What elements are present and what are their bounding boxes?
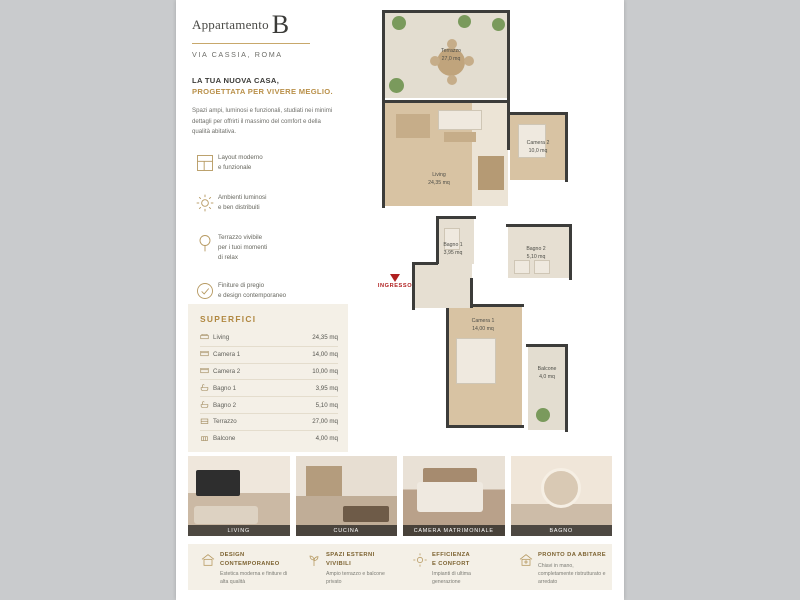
feature-line-2: per i tuoi momenti	[218, 244, 268, 252]
photo-caption: BAGNO	[511, 525, 613, 536]
room-name: Bagno 1	[443, 242, 463, 248]
surface-value: 27,00 mq	[296, 413, 338, 430]
benefit-title-1: DESIGN	[220, 552, 245, 558]
benefit-item	[188, 544, 294, 590]
plant-icon	[458, 15, 471, 28]
tree-icon	[192, 230, 218, 256]
balcony-icon	[200, 430, 213, 446]
entrance-marker	[358, 274, 432, 289]
sun-icon	[192, 190, 218, 216]
wall	[565, 344, 568, 432]
bath-fixture	[514, 260, 530, 274]
room-label-living	[412, 172, 466, 187]
claim-line-1: LA TUA NUOVA CASA,	[192, 76, 280, 85]
room-label-camera1	[456, 318, 510, 333]
wardrobe	[478, 156, 504, 190]
room-area: 5,10 mq	[526, 253, 546, 260]
benefit-desc: Estetica moderna e finiture di alta qualità	[220, 571, 288, 586]
room-area: 14,00 mq	[472, 325, 494, 332]
wall	[446, 304, 449, 428]
plant-icon	[389, 78, 404, 93]
feature-line-2: e design contemporaneo	[218, 291, 287, 299]
benefit-title-2: VIVIBILI	[326, 560, 352, 567]
wall	[470, 278, 473, 308]
wall	[382, 10, 510, 13]
table-row	[200, 363, 338, 380]
surface-value: 5,10 mq	[296, 397, 338, 414]
sofa	[438, 110, 482, 130]
photo-camera-matrimoniale	[403, 456, 505, 536]
benefit-desc: Ampio terrazzo e balcone privato	[326, 571, 385, 586]
benefit-desc: Chiavi in mano, completamente ristrutturato e arredato	[538, 562, 606, 585]
wall	[506, 224, 572, 227]
energy-icon	[408, 551, 432, 590]
address-line: VIA CASSIA, ROMA	[192, 50, 283, 59]
surface-value: 14,00 mq	[296, 346, 338, 363]
feature-list	[192, 150, 348, 318]
table-row	[200, 380, 338, 397]
room-name: Terrazzo	[441, 48, 461, 54]
benefit-text	[326, 551, 394, 590]
wall	[412, 262, 438, 265]
wall	[436, 216, 476, 219]
surface-name: Camera 2	[213, 363, 296, 380]
room-area: 3,95 mq	[443, 249, 463, 256]
feature-line-1: Terrazzo vivibile	[218, 234, 263, 241]
feature-line-1: Finiture di pregio	[218, 281, 265, 289]
surfaces-title: SUPERFICI	[200, 314, 257, 324]
room-area: 24,35 mq	[428, 179, 450, 186]
room-name: Camera 1	[471, 318, 495, 324]
photo-strip	[188, 456, 612, 536]
feature-item	[192, 190, 348, 216]
feature-text	[218, 190, 267, 213]
surface-name: Living	[213, 334, 230, 342]
surface-name: Terrazzo	[213, 413, 296, 430]
bath-fixture	[534, 260, 550, 274]
home-design-icon	[196, 551, 220, 590]
surfaces-table	[200, 330, 338, 446]
feature-item	[192, 278, 348, 304]
room-label-bagno2	[508, 246, 564, 261]
photo-cucina	[296, 456, 398, 536]
room-label-bagno1	[430, 242, 476, 257]
wall	[446, 425, 524, 428]
surfaces-panel	[188, 304, 348, 452]
wall	[382, 100, 510, 103]
plant-icon	[536, 408, 550, 422]
room-area: 4,0 mq	[539, 373, 555, 380]
benefit-item	[294, 544, 400, 590]
benefit-text	[220, 551, 288, 590]
title-divider	[192, 43, 310, 44]
bed-icon	[200, 346, 213, 363]
feature-line-1: Ambienti luminosi	[218, 194, 267, 201]
terrace-icon	[200, 413, 213, 430]
claim-line-2: PROGETTATA PER VIVERE MEGLIO.	[192, 87, 333, 96]
check-icon	[192, 278, 218, 304]
room-label-balcone	[528, 366, 566, 381]
chair	[447, 75, 457, 85]
surface-name: Balcone	[213, 430, 296, 446]
feature-line-1: Layout moderno	[218, 154, 263, 161]
entrance-label: INGRESSO	[377, 283, 413, 289]
benefit-title-1: EFFICIENZA	[432, 552, 471, 558]
room-label-terrazzo	[420, 48, 482, 63]
benefit-text	[538, 551, 606, 590]
plant-icon	[392, 16, 406, 30]
surface-name: Camera 1	[213, 346, 296, 363]
wall	[382, 100, 385, 208]
benefit-desc: Impianti di ultima generazione	[432, 571, 471, 586]
feature-text	[218, 150, 263, 173]
surface-value: 24,35 mq	[312, 334, 338, 342]
feature-item	[192, 230, 348, 264]
table-row	[200, 346, 338, 363]
photo-caption: LIVING	[188, 525, 290, 536]
feature-text	[218, 278, 286, 301]
benefit-item	[400, 544, 506, 590]
feature-text	[218, 230, 267, 264]
room-name: Balcone	[537, 366, 557, 372]
surface-value: 10,00 mq	[296, 363, 338, 380]
coffee-table	[444, 132, 476, 142]
wall	[382, 10, 385, 100]
benefits-bar	[188, 544, 612, 590]
feature-line-2: e funzionale	[218, 164, 252, 172]
room-name: Bagno 2	[526, 246, 546, 252]
claim-block	[192, 76, 344, 96]
room-area: 10,0 mq	[528, 147, 548, 154]
feature-line-2: e ben distribuiti	[218, 204, 260, 212]
wall	[436, 216, 439, 266]
plant-icon	[492, 18, 505, 31]
feature-line-3: di relax	[218, 254, 238, 262]
benefit-item	[506, 544, 612, 590]
plant-icon	[302, 551, 326, 590]
wall	[569, 224, 572, 280]
surface-value: 3,95 mq	[296, 380, 338, 397]
layout-icon	[192, 150, 218, 176]
benefit-title-1: PRONTO DA ABITARE	[538, 552, 606, 558]
benefit-text	[432, 551, 500, 590]
wall	[565, 112, 568, 182]
table-row	[200, 430, 338, 446]
room-area: 27,0 mq	[441, 55, 461, 62]
table-row	[200, 330, 338, 346]
wall	[507, 10, 510, 100]
benefit-title-2: E CONFORT	[432, 560, 470, 567]
benefit-title-2: CONTEMPORANEO	[220, 560, 280, 567]
intro-paragraph: Spazi ampi, luminosi e funzionali, studiati nei minimi dettagli per offrirti il massimo del comfort e della qualità abitativa.	[192, 107, 333, 136]
surface-name: Bagno 2	[213, 397, 296, 414]
table-row	[200, 413, 338, 430]
header	[192, 10, 342, 59]
key-home-icon	[514, 551, 538, 590]
bath-icon	[200, 380, 213, 397]
room-label-camera2	[512, 140, 564, 155]
benefit-title-1: SPAZI ESTERNI	[326, 552, 375, 558]
brochure-sheet	[176, 0, 624, 600]
room-name: Camera 2	[526, 140, 550, 146]
wall	[510, 112, 568, 115]
floor-plan	[352, 6, 616, 448]
surface-value: 4,00 mq	[296, 430, 338, 446]
photo-living	[188, 456, 290, 536]
photo-caption: CAMERA MATRIMONIALE	[403, 525, 505, 536]
table-row	[200, 397, 338, 414]
surface-name: Bagno 1	[213, 380, 296, 397]
bed	[456, 338, 496, 384]
bed-icon	[200, 363, 213, 380]
dining-table	[396, 114, 430, 138]
sofa-icon	[200, 330, 213, 346]
photo-caption: CUCINA	[296, 525, 398, 536]
bath-icon	[200, 397, 213, 414]
entrance-arrow-icon	[390, 274, 400, 282]
room-name: Living	[432, 172, 446, 178]
page-title-letter: B	[271, 10, 290, 39]
photo-bagno	[511, 456, 613, 536]
page-title-text: Appartamento	[192, 17, 269, 32]
page-title	[192, 10, 342, 40]
feature-item	[192, 150, 348, 176]
wall	[526, 344, 568, 347]
